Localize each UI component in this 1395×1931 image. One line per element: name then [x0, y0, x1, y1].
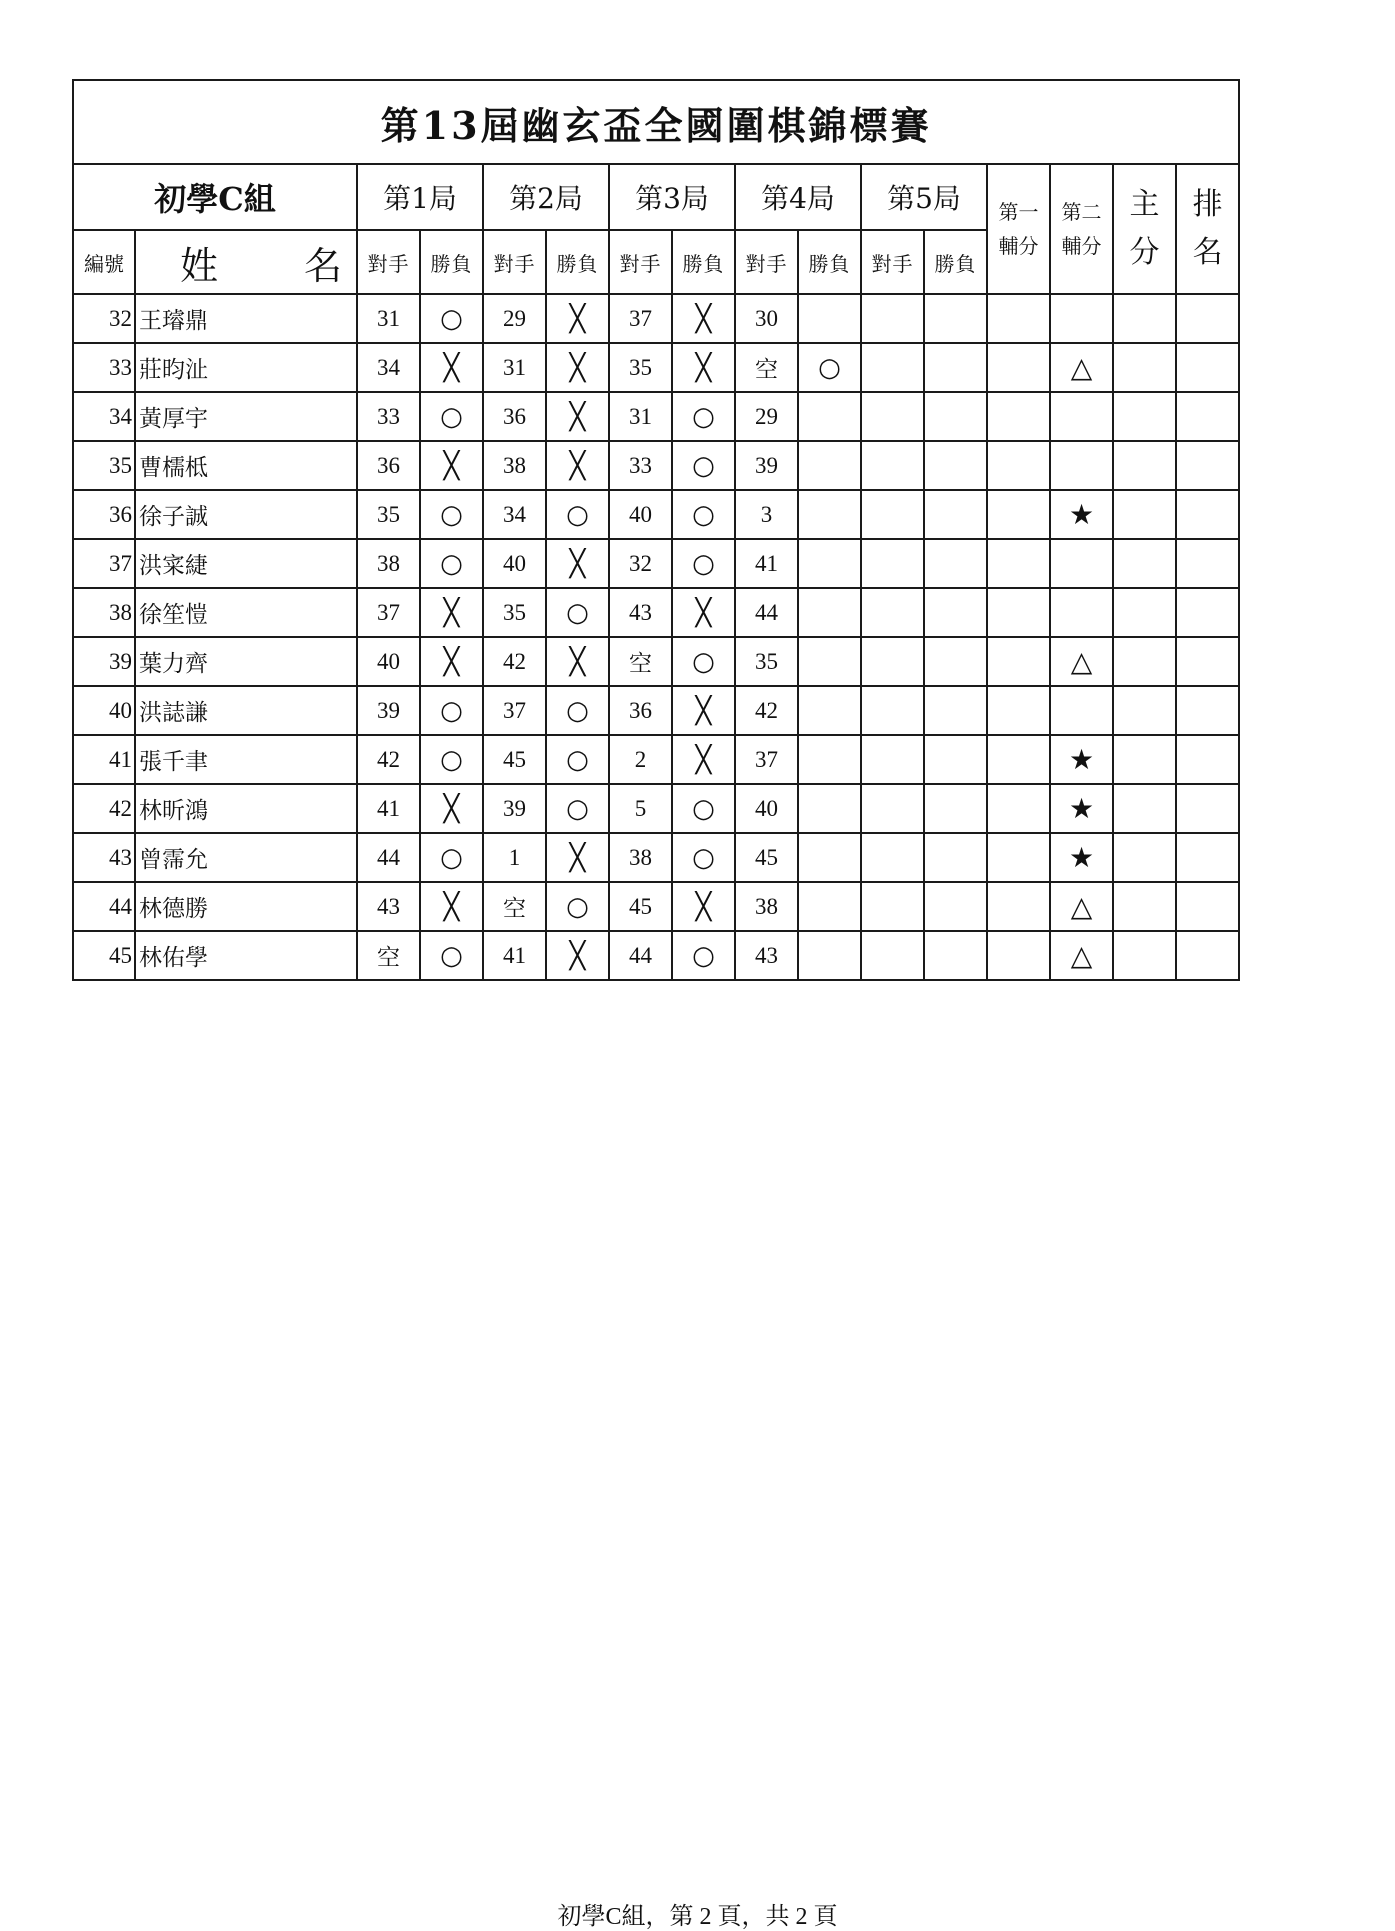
- number-column-header: 編號: [73, 230, 135, 294]
- aux-score-2: ★: [1050, 833, 1113, 882]
- rank: [1176, 343, 1239, 392]
- r2-opponent: 41: [483, 931, 546, 980]
- r1-result: ╳: [420, 882, 483, 931]
- r1-opponent: 43: [357, 882, 420, 931]
- aux-score-2: ★: [1050, 490, 1113, 539]
- r3-opponent: 32: [609, 539, 672, 588]
- r5-result: [924, 833, 987, 882]
- r5-result: [924, 637, 987, 686]
- player-number: 42: [73, 784, 135, 833]
- r2-result: ○: [546, 784, 609, 833]
- player-number: 45: [73, 931, 135, 980]
- player-row: [73, 637, 1239, 686]
- player-number: 40: [73, 686, 135, 735]
- player-row: [73, 539, 1239, 588]
- main-score: [1113, 882, 1176, 931]
- main-score: [1113, 441, 1176, 490]
- r4-opponent: 30: [735, 294, 798, 343]
- r1-result: ○: [420, 833, 483, 882]
- r4-opponent: 35: [735, 637, 798, 686]
- r4-result: [798, 882, 861, 931]
- r2-opponent: 40: [483, 539, 546, 588]
- rank: [1176, 735, 1239, 784]
- r1-result: ○: [420, 539, 483, 588]
- r2-opponent: 45: [483, 735, 546, 784]
- player-number: 38: [73, 588, 135, 637]
- main-score: [1113, 637, 1176, 686]
- r4-result: [798, 490, 861, 539]
- r5-opponent: [861, 539, 924, 588]
- r5-result: [924, 735, 987, 784]
- r1-result: ╳: [420, 784, 483, 833]
- r5-opponent: [861, 686, 924, 735]
- r2-result: ○: [546, 882, 609, 931]
- aux-score-1: [987, 490, 1050, 539]
- r1-result: ╳: [420, 343, 483, 392]
- player-row: [73, 294, 1239, 343]
- r2-result: ○: [546, 686, 609, 735]
- r1-opponent-header: 對手: [357, 230, 420, 294]
- r2-opponent: 空: [483, 882, 546, 931]
- rank: [1176, 784, 1239, 833]
- player-row: [73, 588, 1239, 637]
- r5-opponent: [861, 931, 924, 980]
- r1-result: ○: [420, 931, 483, 980]
- aux-score-1: [987, 686, 1050, 735]
- player-row: [73, 735, 1239, 784]
- rank: [1176, 588, 1239, 637]
- player-row: [73, 784, 1239, 833]
- r4-result-header: 勝負: [798, 230, 861, 294]
- r5-result-header: 勝負: [924, 230, 987, 294]
- r3-result: ╳: [672, 686, 735, 735]
- main-score: [1113, 833, 1176, 882]
- r5-result: [924, 882, 987, 931]
- r3-result: ○: [672, 784, 735, 833]
- rank: [1176, 931, 1239, 980]
- aux-score-2: △: [1050, 931, 1113, 980]
- aux-score-1: [987, 784, 1050, 833]
- r2-result: ╳: [546, 294, 609, 343]
- r2-result: ╳: [546, 343, 609, 392]
- r4-result: [798, 637, 861, 686]
- r5-opponent: [861, 441, 924, 490]
- r3-result: ╳: [672, 294, 735, 343]
- player-number: 32: [73, 294, 135, 343]
- r4-opponent: 41: [735, 539, 798, 588]
- r1-opponent: 35: [357, 490, 420, 539]
- r3-opponent-header: 對手: [609, 230, 672, 294]
- r2-result: ╳: [546, 637, 609, 686]
- round-3-header: 第3局: [609, 164, 735, 230]
- page-footer: 初學C組，第 2 頁，共 2 頁: [557, 1904, 838, 1930]
- main-score: [1113, 686, 1176, 735]
- player-number: 39: [73, 637, 135, 686]
- player-name: 徐笙愷: [135, 588, 357, 637]
- player-name: 張千聿: [135, 735, 357, 784]
- tournament-title: 第13屆幽玄盃全國圍棋錦標賽: [73, 80, 1239, 164]
- r2-result: ○: [546, 490, 609, 539]
- r4-opponent: 43: [735, 931, 798, 980]
- r5-opponent-header: 對手: [861, 230, 924, 294]
- main-score: [1113, 931, 1176, 980]
- r1-opponent: 33: [357, 392, 420, 441]
- player-row: [73, 392, 1239, 441]
- r1-result: ╳: [420, 441, 483, 490]
- r3-result: ○: [672, 539, 735, 588]
- main-score: [1113, 343, 1176, 392]
- aux-score-2: [1050, 392, 1113, 441]
- player-number: 43: [73, 833, 135, 882]
- r1-opponent: 41: [357, 784, 420, 833]
- r4-result: [798, 588, 861, 637]
- player-row: [73, 686, 1239, 735]
- main-score: [1113, 588, 1176, 637]
- r5-opponent: [861, 490, 924, 539]
- r1-result: ○: [420, 686, 483, 735]
- r4-result: ○: [798, 343, 861, 392]
- main-score: [1113, 294, 1176, 343]
- player-row: [73, 490, 1239, 539]
- r4-opponent: 39: [735, 441, 798, 490]
- main-score-header: 主 分: [1113, 164, 1176, 294]
- r3-result: ○: [672, 441, 735, 490]
- r1-opponent: 36: [357, 441, 420, 490]
- r4-opponent: 42: [735, 686, 798, 735]
- r1-opponent: 44: [357, 833, 420, 882]
- r4-result: [798, 441, 861, 490]
- r1-opponent: 42: [357, 735, 420, 784]
- r1-result: ○: [420, 392, 483, 441]
- r2-opponent: 36: [483, 392, 546, 441]
- r3-opponent: 2: [609, 735, 672, 784]
- player-name: 黃厚宇: [135, 392, 357, 441]
- player-number: 41: [73, 735, 135, 784]
- r5-result: [924, 343, 987, 392]
- r4-opponent: 40: [735, 784, 798, 833]
- round-2-header: 第2局: [483, 164, 609, 230]
- r2-result: ╳: [546, 931, 609, 980]
- player-name: 林德勝: [135, 882, 357, 931]
- player-name: 林佑學: [135, 931, 357, 980]
- r3-result-header: 勝負: [672, 230, 735, 294]
- player-name: 徐子誠: [135, 490, 357, 539]
- r5-result: [924, 392, 987, 441]
- group-name: 初學C組: [73, 164, 357, 230]
- aux-score-1: [987, 343, 1050, 392]
- r1-opponent: 空: [357, 931, 420, 980]
- r4-opponent: 38: [735, 882, 798, 931]
- aux-score-1: [987, 882, 1050, 931]
- r2-opponent: 34: [483, 490, 546, 539]
- aux-score-1-header: 第一 輔分: [987, 164, 1050, 294]
- r1-result: ╳: [420, 637, 483, 686]
- name-column-header: 姓 名: [135, 230, 357, 294]
- r2-result-header: 勝負: [546, 230, 609, 294]
- r1-opponent: 31: [357, 294, 420, 343]
- r3-opponent: 40: [609, 490, 672, 539]
- player-number: 35: [73, 441, 135, 490]
- r1-opponent: 39: [357, 686, 420, 735]
- r3-opponent: 45: [609, 882, 672, 931]
- r1-opponent: 38: [357, 539, 420, 588]
- r1-opponent: 37: [357, 588, 420, 637]
- player-number: 36: [73, 490, 135, 539]
- aux-score-2: [1050, 686, 1113, 735]
- aux-score-2: △: [1050, 343, 1113, 392]
- r4-result: [798, 686, 861, 735]
- player-name: 洪寀緁: [135, 539, 357, 588]
- r4-opponent: 空: [735, 343, 798, 392]
- aux-score-1: [987, 833, 1050, 882]
- r5-result: [924, 686, 987, 735]
- player-name: 王璿鼎: [135, 294, 357, 343]
- r1-result-header: 勝負: [420, 230, 483, 294]
- r1-result: ○: [420, 490, 483, 539]
- aux-score-1: [987, 735, 1050, 784]
- r1-opponent: 34: [357, 343, 420, 392]
- rank: [1176, 490, 1239, 539]
- r3-result: ○: [672, 931, 735, 980]
- player-name: 曾霈允: [135, 833, 357, 882]
- r3-opponent: 43: [609, 588, 672, 637]
- r5-opponent: [861, 588, 924, 637]
- aux-score-1: [987, 931, 1050, 980]
- r2-opponent: 31: [483, 343, 546, 392]
- r5-opponent: [861, 392, 924, 441]
- r2-opponent: 39: [483, 784, 546, 833]
- aux-score-2-header: 第二 輔分: [1050, 164, 1113, 294]
- r3-opponent: 37: [609, 294, 672, 343]
- player-name: 葉力齊: [135, 637, 357, 686]
- r3-result: ╳: [672, 588, 735, 637]
- player-row: [73, 931, 1239, 980]
- r2-result: ○: [546, 588, 609, 637]
- r5-opponent: [861, 882, 924, 931]
- r5-result: [924, 784, 987, 833]
- aux-score-1: [987, 637, 1050, 686]
- r3-opponent: 44: [609, 931, 672, 980]
- player-name: 林昕鴻: [135, 784, 357, 833]
- aux-score-2: [1050, 588, 1113, 637]
- r5-opponent: [861, 833, 924, 882]
- aux-score-2: △: [1050, 882, 1113, 931]
- r2-result: ╳: [546, 833, 609, 882]
- r4-result: [798, 735, 861, 784]
- r3-result: ╳: [672, 343, 735, 392]
- r4-result: [798, 294, 861, 343]
- r3-opponent: 36: [609, 686, 672, 735]
- r3-result: ╳: [672, 882, 735, 931]
- player-number: 33: [73, 343, 135, 392]
- r4-result: [798, 931, 861, 980]
- r4-result: [798, 392, 861, 441]
- round-4-header: 第4局: [735, 164, 861, 230]
- r5-result: [924, 931, 987, 980]
- player-name: 莊昀沚: [135, 343, 357, 392]
- rank: [1176, 392, 1239, 441]
- r5-result: [924, 294, 987, 343]
- player-number: 44: [73, 882, 135, 931]
- r4-opponent: 3: [735, 490, 798, 539]
- r2-opponent-header: 對手: [483, 230, 546, 294]
- aux-score-1: [987, 392, 1050, 441]
- rank: [1176, 294, 1239, 343]
- r3-result: ○: [672, 637, 735, 686]
- rank: [1176, 637, 1239, 686]
- r2-result: ○: [546, 735, 609, 784]
- r4-result: [798, 539, 861, 588]
- r4-opponent: 37: [735, 735, 798, 784]
- rank: [1176, 539, 1239, 588]
- r3-result: ○: [672, 833, 735, 882]
- player-number: 37: [73, 539, 135, 588]
- main-score: [1113, 784, 1176, 833]
- r2-opponent: 38: [483, 441, 546, 490]
- r3-opponent: 5: [609, 784, 672, 833]
- r2-result: ╳: [546, 392, 609, 441]
- player-row: [73, 833, 1239, 882]
- aux-score-1: [987, 539, 1050, 588]
- r3-result: ○: [672, 392, 735, 441]
- r5-result: [924, 490, 987, 539]
- r4-opponent: 44: [735, 588, 798, 637]
- aux-score-2: ★: [1050, 735, 1113, 784]
- aux-score-2: ★: [1050, 784, 1113, 833]
- r2-opponent: 1: [483, 833, 546, 882]
- r2-opponent: 35: [483, 588, 546, 637]
- r5-opponent: [861, 784, 924, 833]
- standings-table: [72, 79, 1240, 981]
- player-name: 洪誌謙: [135, 686, 357, 735]
- r1-result: ○: [420, 294, 483, 343]
- aux-score-1: [987, 441, 1050, 490]
- r4-opponent-header: 對手: [735, 230, 798, 294]
- player-row: [73, 441, 1239, 490]
- r4-result: [798, 784, 861, 833]
- r5-opponent: [861, 343, 924, 392]
- rank: [1176, 686, 1239, 735]
- main-score: [1113, 392, 1176, 441]
- main-score: [1113, 490, 1176, 539]
- r1-result: ○: [420, 735, 483, 784]
- r5-opponent: [861, 735, 924, 784]
- player-row: [73, 343, 1239, 392]
- r5-result: [924, 588, 987, 637]
- r5-result: [924, 539, 987, 588]
- r3-result: ○: [672, 490, 735, 539]
- aux-score-1: [987, 588, 1050, 637]
- aux-score-2: [1050, 539, 1113, 588]
- player-number: 34: [73, 392, 135, 441]
- rank-header: 排 名: [1176, 164, 1239, 294]
- r2-result: ╳: [546, 441, 609, 490]
- r3-opponent: 33: [609, 441, 672, 490]
- r2-opponent: 29: [483, 294, 546, 343]
- round-5-header: 第5局: [861, 164, 987, 230]
- rank: [1176, 441, 1239, 490]
- r3-opponent: 31: [609, 392, 672, 441]
- r3-opponent: 38: [609, 833, 672, 882]
- aux-score-2: [1050, 441, 1113, 490]
- aux-score-2: [1050, 294, 1113, 343]
- r2-opponent: 42: [483, 637, 546, 686]
- r4-opponent: 45: [735, 833, 798, 882]
- r5-opponent: [861, 294, 924, 343]
- r2-result: ╳: [546, 539, 609, 588]
- r3-result: ╳: [672, 735, 735, 784]
- player-row: [73, 882, 1239, 931]
- r4-opponent: 29: [735, 392, 798, 441]
- round-1-header: 第1局: [357, 164, 483, 230]
- r4-result: [798, 833, 861, 882]
- aux-score-1: [987, 294, 1050, 343]
- r3-opponent: 35: [609, 343, 672, 392]
- r1-opponent: 40: [357, 637, 420, 686]
- r5-result: [924, 441, 987, 490]
- main-score: [1113, 539, 1176, 588]
- r5-opponent: [861, 637, 924, 686]
- r3-opponent: 空: [609, 637, 672, 686]
- rank: [1176, 882, 1239, 931]
- main-score: [1113, 735, 1176, 784]
- r1-result: ╳: [420, 588, 483, 637]
- player-name: 曹檽柢: [135, 441, 357, 490]
- aux-score-2: △: [1050, 637, 1113, 686]
- rank: [1176, 833, 1239, 882]
- r2-opponent: 37: [483, 686, 546, 735]
